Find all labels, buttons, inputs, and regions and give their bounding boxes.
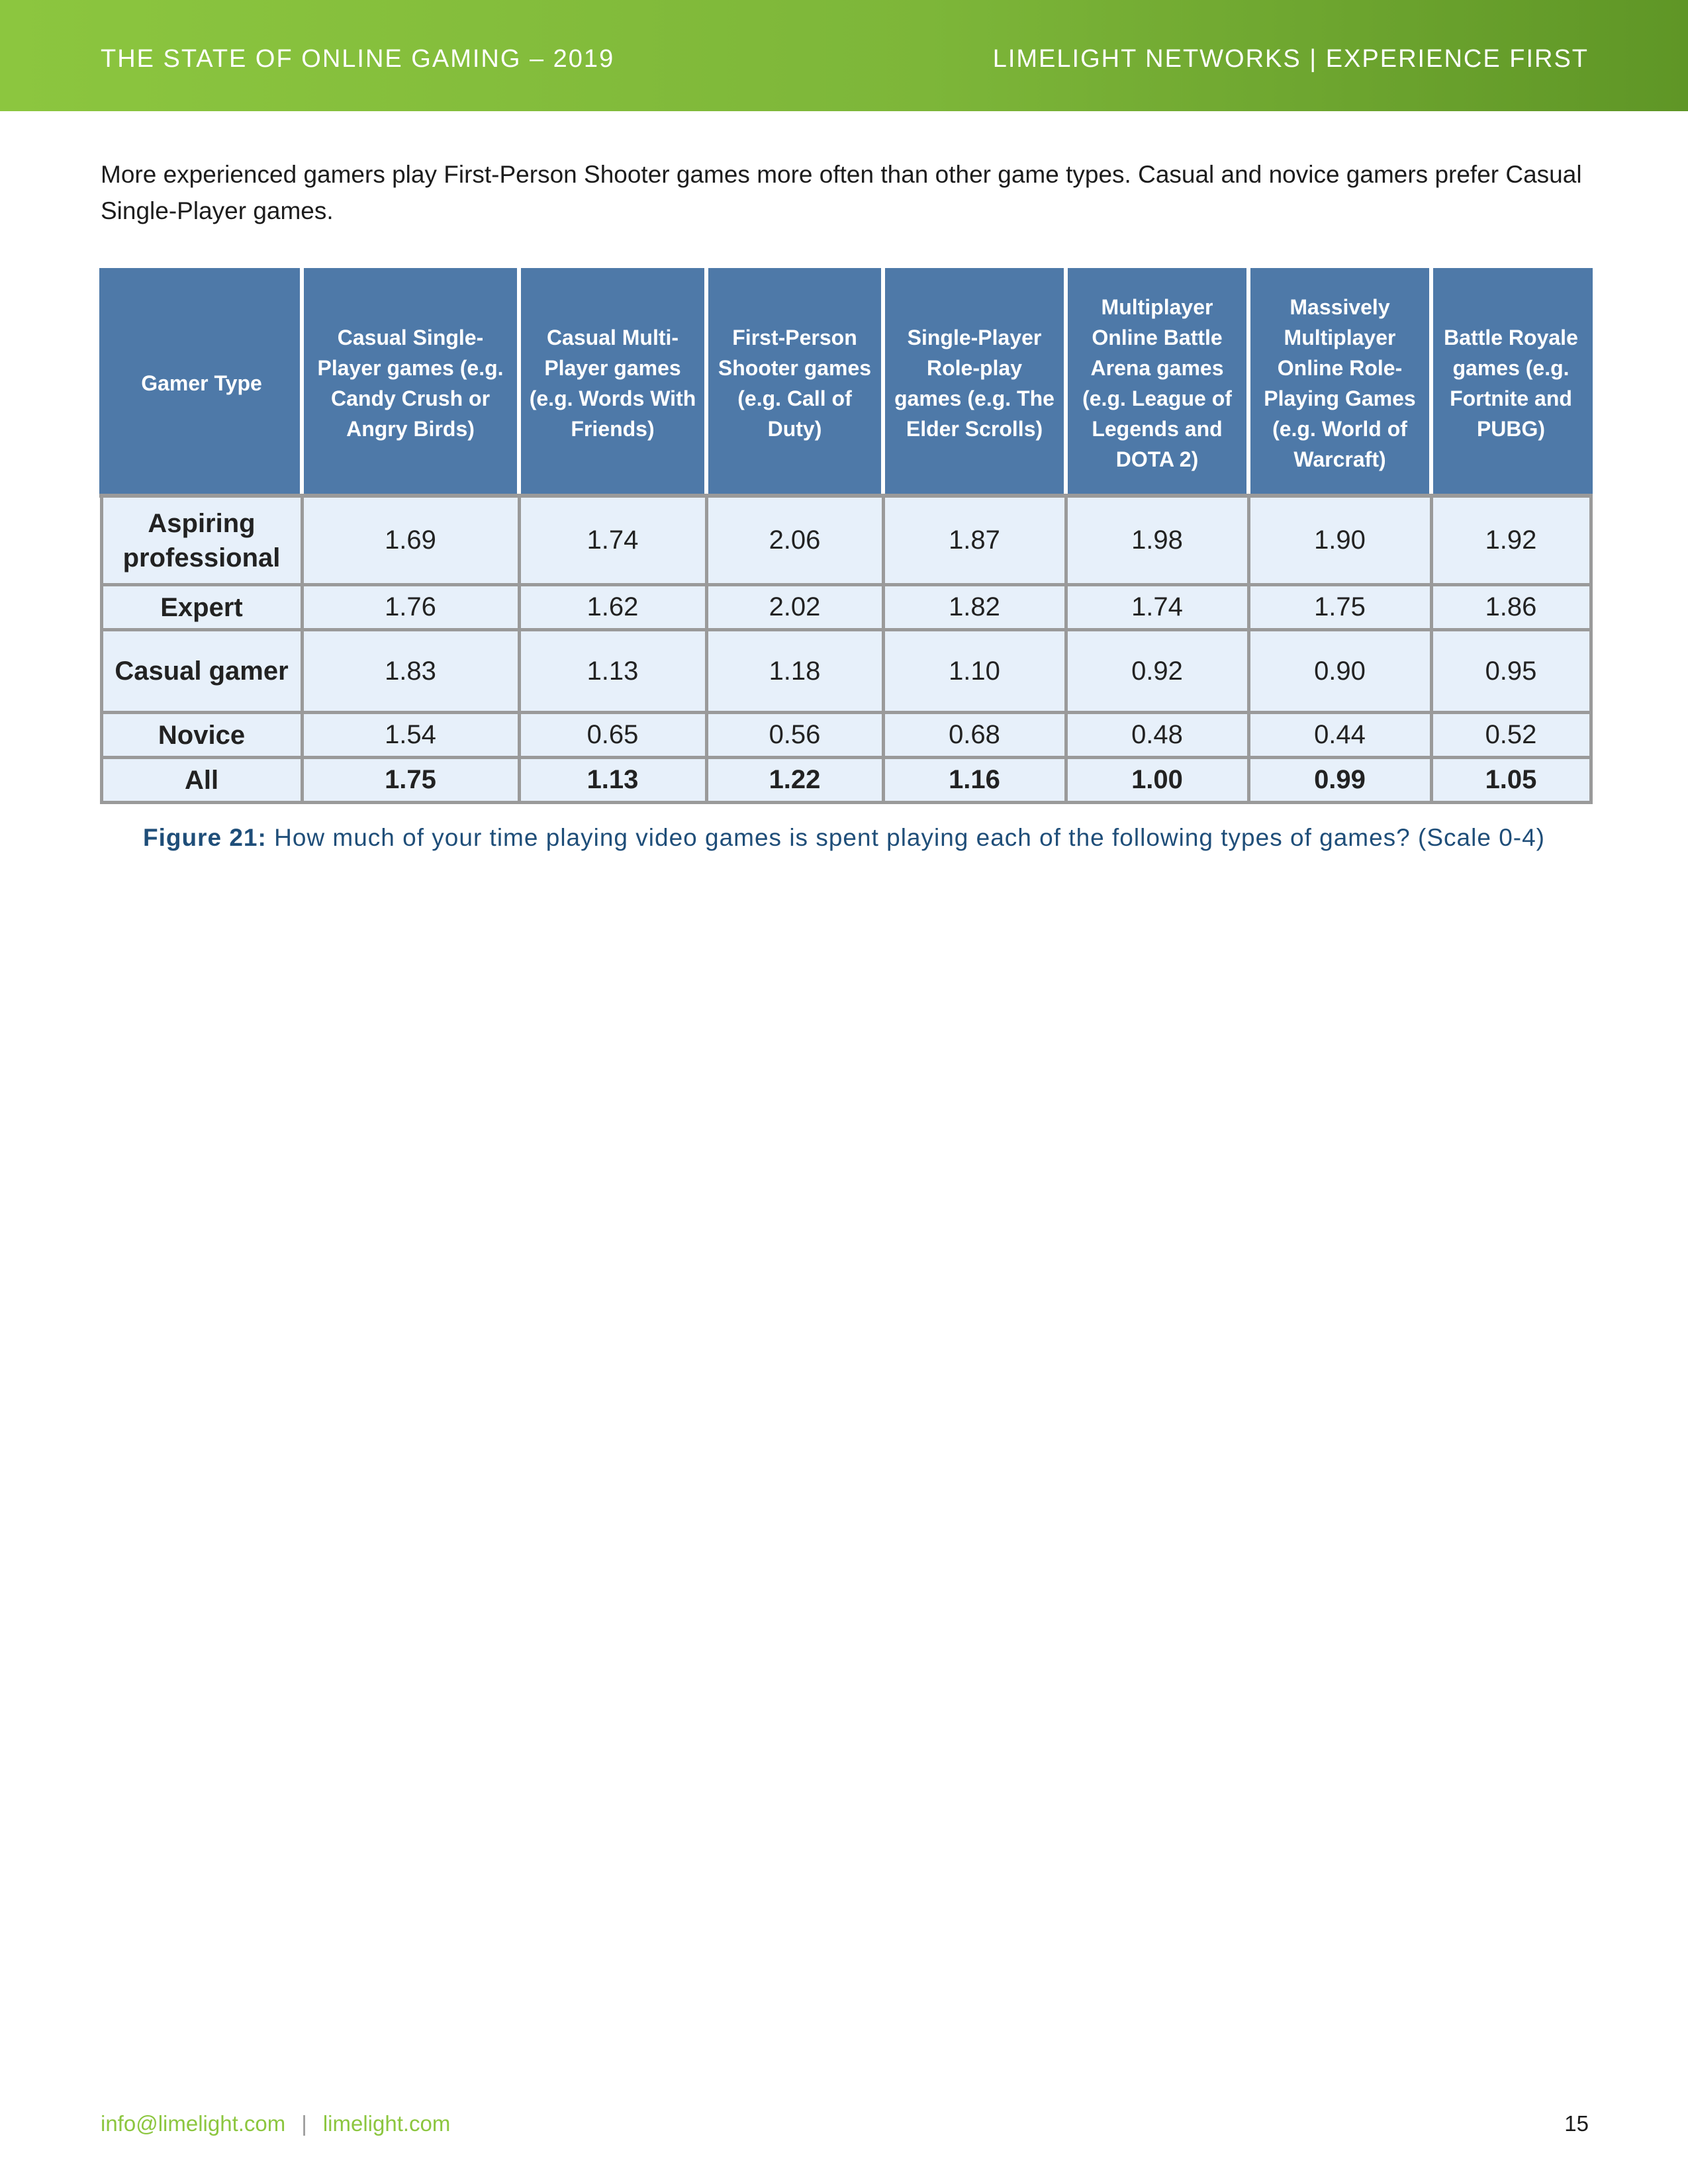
table-cell: 0.56 xyxy=(706,713,883,758)
table-cell: 1.10 xyxy=(883,630,1066,713)
row-label: Aspiring professional xyxy=(101,496,302,585)
table-cell: 1.13 xyxy=(519,758,706,803)
table-row xyxy=(101,585,1591,630)
table-cell: 1.00 xyxy=(1066,758,1248,803)
intro-paragraph: More experienced gamers play First-Person Shooter games more often than other game types. Casual and novice gamers prefer Casual Single-Player games. xyxy=(101,161,1582,224)
column-header: Gamer Type xyxy=(101,270,302,496)
table-cell: 1.75 xyxy=(302,758,519,803)
table-cell: 1.16 xyxy=(883,758,1066,803)
table-cell: 1.22 xyxy=(706,758,883,803)
table-cell: 1.74 xyxy=(1066,585,1248,630)
table-cell: 0.95 xyxy=(1431,630,1591,713)
column-header: Single-Player Role-play games (e.g. The Elder Scrolls) xyxy=(883,270,1066,496)
footer-site-link[interactable]: limelight.com xyxy=(322,2111,451,2136)
table-cell: 1.62 xyxy=(519,585,706,630)
table-cell: 1.90 xyxy=(1248,496,1431,585)
column-header: Multiplayer Online Battle Arena games (e.g. League of Legends and DOTA 2) xyxy=(1066,270,1248,496)
figure-label: Figure 21: xyxy=(143,824,267,851)
table-cell: 0.65 xyxy=(519,713,706,758)
page-number: 15 xyxy=(1564,2111,1589,2136)
table-cell: 1.82 xyxy=(883,585,1066,630)
table-cell: 0.90 xyxy=(1248,630,1431,713)
column-header: Casual Single-Player games (e.g. Candy Crush or Angry Birds) xyxy=(302,270,519,496)
row-label: Novice xyxy=(101,713,302,758)
footer-contact xyxy=(101,2111,450,2136)
table-cell: 1.98 xyxy=(1066,496,1248,585)
table-cell: 0.44 xyxy=(1248,713,1431,758)
table-cell: 1.18 xyxy=(706,630,883,713)
column-header: First-Person Shooter games (e.g. Call of Duty) xyxy=(706,270,883,496)
table-cell: 0.92 xyxy=(1066,630,1248,713)
page-header xyxy=(0,0,1688,111)
company-tagline: LIMELIGHT NETWORKS | EXPERIENCE FIRST xyxy=(992,45,1589,73)
column-header: Massively Multiplayer Online Role-Playing Games (e.g. World of Warcraft) xyxy=(1248,270,1431,496)
report-title: THE STATE OF ONLINE GAMING – 2019 xyxy=(101,45,615,73)
table-cell: 1.83 xyxy=(302,630,519,713)
table-cell: 1.86 xyxy=(1431,585,1591,630)
gamer-type-table xyxy=(99,268,1593,804)
table-cell: 0.68 xyxy=(883,713,1066,758)
table-cell: 1.76 xyxy=(302,585,519,630)
table-cell: 0.99 xyxy=(1248,758,1431,803)
table-cell: 0.52 xyxy=(1431,713,1591,758)
column-header: Casual Multi-Player games (e.g. Words With Friends) xyxy=(519,270,706,496)
table-row xyxy=(101,713,1591,758)
footer-separator: | xyxy=(301,2111,307,2136)
footer-email-link[interactable]: info@limelight.com xyxy=(101,2111,286,2136)
table-cell: 2.06 xyxy=(706,496,883,585)
table-cell: 1.92 xyxy=(1431,496,1591,585)
table-row xyxy=(101,630,1591,713)
table-cell: 1.75 xyxy=(1248,585,1431,630)
table-cell: 1.13 xyxy=(519,630,706,713)
row-label: All xyxy=(101,758,302,803)
table-header-row xyxy=(101,270,1591,496)
row-label: Casual gamer xyxy=(101,630,302,713)
table-cell: 1.74 xyxy=(519,496,706,585)
figure-caption-text: How much of your time playing video games is spent playing each of the following types of games? (Scale 0-4) xyxy=(274,824,1545,851)
table-row-total xyxy=(101,758,1591,803)
table-cell: 1.05 xyxy=(1431,758,1591,803)
row-label: Expert xyxy=(101,585,302,630)
table-row xyxy=(101,496,1591,585)
table-cell: 1.87 xyxy=(883,496,1066,585)
table-cell: 2.02 xyxy=(706,585,883,630)
table-cell: 1.54 xyxy=(302,713,519,758)
column-header: Battle Royale games (e.g. Fortnite and PUBG) xyxy=(1431,270,1591,496)
table-cell: 0.48 xyxy=(1066,713,1248,758)
figure-caption xyxy=(99,818,1589,857)
table-cell: 1.69 xyxy=(302,496,519,585)
